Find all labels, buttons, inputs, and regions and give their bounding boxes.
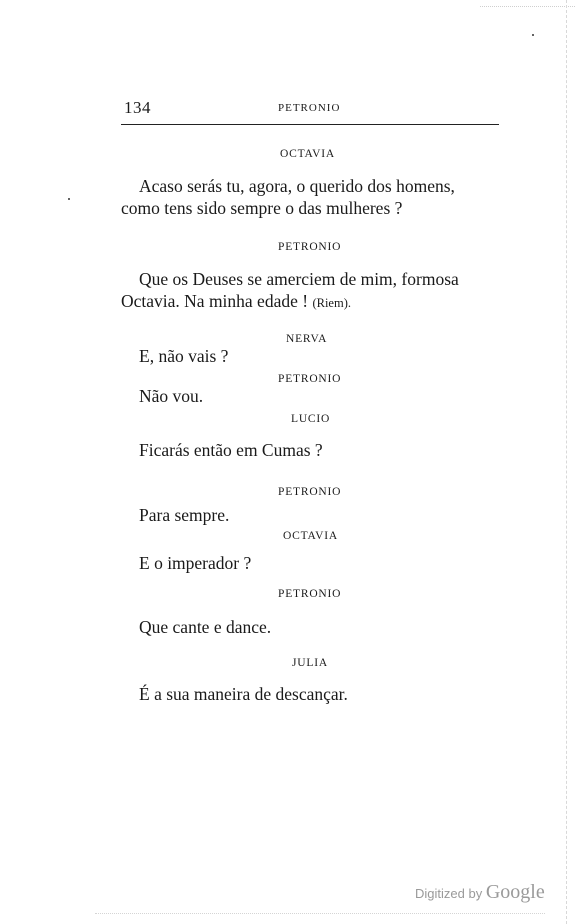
digitized-text: Digitized by: [415, 886, 483, 901]
dialogue-line: Que os Deuses se amerciem de mim, formosa: [139, 269, 459, 289]
speaker-name: LUCIO: [291, 413, 331, 425]
dialogue-line: Para sempre.: [139, 505, 230, 525]
ink-speck: [68, 198, 70, 200]
dialogue-line: [121, 293, 351, 311]
dialogue-line: Que cante e dance.: [139, 617, 272, 637]
dialogue-text: Octavia. Na minha edade !: [121, 291, 309, 311]
dialogue-line: Acaso serás tu, agora, o querido dos homens,: [139, 176, 455, 196]
digitized-by-google-watermark: [415, 881, 545, 904]
dialogue-line: Ficarás então em Cumas ?: [139, 440, 323, 460]
dialogue-line: E o imperador ?: [139, 553, 252, 573]
speaker-name: OCTAVIA: [280, 148, 335, 160]
dialogue-line: E, não vais ?: [139, 346, 229, 366]
speaker-name: PETRONIO: [278, 588, 342, 600]
speaker-name: JULIA: [292, 657, 328, 669]
speaker-name: PETRONIO: [278, 241, 342, 253]
dialogue-line: É a sua maneira de descançar.: [139, 684, 348, 704]
stage-direction: (Riem).: [312, 296, 351, 310]
speaker-name: OCTAVIA: [283, 530, 338, 542]
page-edge-right: [566, 0, 567, 924]
running-title: PETRONIO: [278, 102, 341, 114]
header-rule: [121, 124, 499, 125]
speaker-name: PETRONIO: [278, 373, 342, 385]
page-edge-top: [480, 6, 575, 7]
dialogue-line: como tens sido sempre o das mulheres ?: [121, 198, 403, 218]
google-wordmark: Google: [485, 881, 545, 903]
page-number: 134: [124, 98, 151, 117]
ink-speck: [532, 34, 534, 36]
page-edge-bottom: [95, 913, 545, 914]
speaker-name: PETRONIO: [278, 486, 342, 498]
dialogue-line: Não vou.: [139, 386, 204, 406]
speaker-name: NERVA: [286, 333, 328, 345]
